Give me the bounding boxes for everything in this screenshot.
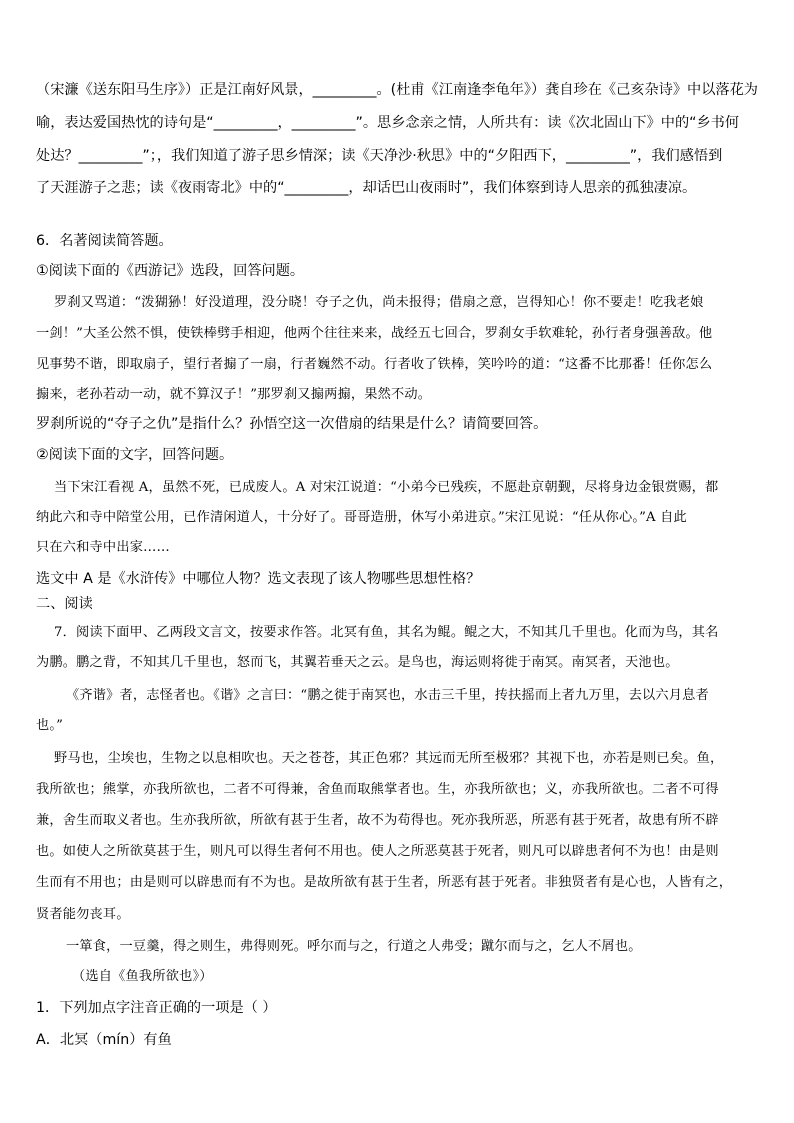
q6-part2-text-line-2: 纳此六和寺中陪堂公用，已作清闲道人，十分好了。哥哥造册，休写小弟进京。”宋江见说：“任从你心。”A 自此 [36,510,687,525]
q7-line-4: 也。” [36,718,64,733]
q6-part2-intro: ②阅读下面的文字，回答问题。 [36,447,234,463]
q6-part1-text-line-2: 一剑！”大圣公然不惧，使铁棒劈手相迎，他两个往往来来，战经五七回合，罗刹女手软难轮，孙行者身强善敌。他 [36,326,713,341]
q6-part1-text-line-1: 罗刹又骂道：“泼猢狲！好没道理，没分晓！夺子之仇，尚未报得；借扇之意，岂得知心！你不要走！吃我老娘 [54,295,704,310]
q7-line-2: 为鹏。鹏之背，不知其几千里也，怒而飞，其翼若垂天之云。是鸟也，海运则将徙于南冥。南冥者，天池也。 [36,655,679,670]
q6-part1-text-line-3: 见事势不谐，即取扇子，望行者搧了一扇，行者巍然不动。行者收了铁棒，笑吟吟的道：“这番不比那番！任你怎么 [36,357,713,372]
section-title: 二、阅读 [36,596,93,612]
q7-line-11: 一箪食，一豆羹，得之则生，弗得则死。呼尔而与之，行道之人弗受；蹴尔而与之，乞人不屑也。 [66,939,642,954]
q6-part2-text-line-1: 当下宋江看视 A，虽然不死，已成废人。A 对宋江说道：“小弟今已残疾，不愿赴京朝觐，尽将身边金银赏赐，都 [54,480,719,495]
option-a: A．北冥（mín）有鱼 [36,1032,172,1048]
q7-line-5: 野马也，尘埃也，生物之以息相吹也。天之苍苍，其正色邪？其远而无所至极邪？其视下也，亦若是则已矣。鱼， [54,751,724,766]
q7-source: （选自《鱼我所欲也》） [72,969,213,984]
q7-line-8: 也。如使人之所欲莫甚于生，则凡可以得生者何不用也。使人之所恶莫甚于死者，则凡可以辟患者何不为也！由是则 [36,844,719,859]
q7-line-1: 7．阅读下面甲、乙两段文言文，按要求作答。北冥有鱼，其名为鲲。鲲之大，不知其几千里也。化而为鸟，其名 [54,625,719,640]
poem-fill-line-2: 喻，表达爱国热忱的诗句是“_________，_________”。思乡念亲之情，人所共有：读《次北固山下》中的“乡书何 [36,115,740,131]
poem-fill-line-1: （宋濂《送东阳马生序》）正是江南好风景，_________。(杜甫《江南逢李龟年》）龚自珍在《己亥杂诗》中以落花为 [36,82,758,98]
q7-line-3: 《齐谐》者，志怪者也。《谐》之言曰：“鹏之徙于南冥也，水击三千里，抟扶摇而上者九万里，去以六月息者 [66,688,709,703]
q7-line-6: 我所欲也；熊掌，亦我所欲也，二者不可得兼，舍鱼而取熊掌者也。生，亦我所欲也；义，亦我所欲也。二者不可得 [36,782,719,797]
q6-part2-question: 选文中 A 是《水浒传》中哪位人物？选文表现了该人物哪些思想性格？ [36,571,481,587]
q7-line-7: 兼，舍生而取义者也。生亦我所欲，所欲有甚于生者，故不为苟得也。死亦我所恶，所恶有甚于死者，故患有所不辟 [36,813,719,828]
q6-part2-text-line-3: 只在六和寺中出家…… [36,540,170,555]
q6-title: 6．名著阅读简答题。 [36,233,173,249]
poem-fill-line-4: 了天涯游子之悲；读《夜雨寄北》中的“_________，却话巴山夜雨时”，我们体察到诗人思亲的孤独凄凉。 [36,180,697,196]
poem-fill-line-3: 处达？_________”；，我们知道了游子思乡情深；读《天净沙·秋思》中的“夕阳西下，_________”，我们感悟到 [36,148,723,164]
sub-question-1: 1．下列加点字注音正确的一项是（ ） [36,1000,277,1016]
q6-part1-question: 罗刹所说的“夺子之仇”是指什么？孙悟空这一次借扇的结果是什么？请简要回答。 [36,416,548,432]
q6-part1-intro: ①阅读下面的《西游记》选段，回答问题。 [36,263,305,279]
q6-part1-text-line-4: 搧来，老孙若动一动，就不算汉子！”那罗刹又搧两搧，果然不动。 [36,387,432,402]
q7-line-9: 生而有不用也；由是则可以辟患而有不为也。是故所欲有甚于生者，所恶有甚于死者。非独贤者有是心也，人皆有之， [36,875,733,890]
q7-line-10: 贤者能勿丧耳。 [36,907,130,922]
